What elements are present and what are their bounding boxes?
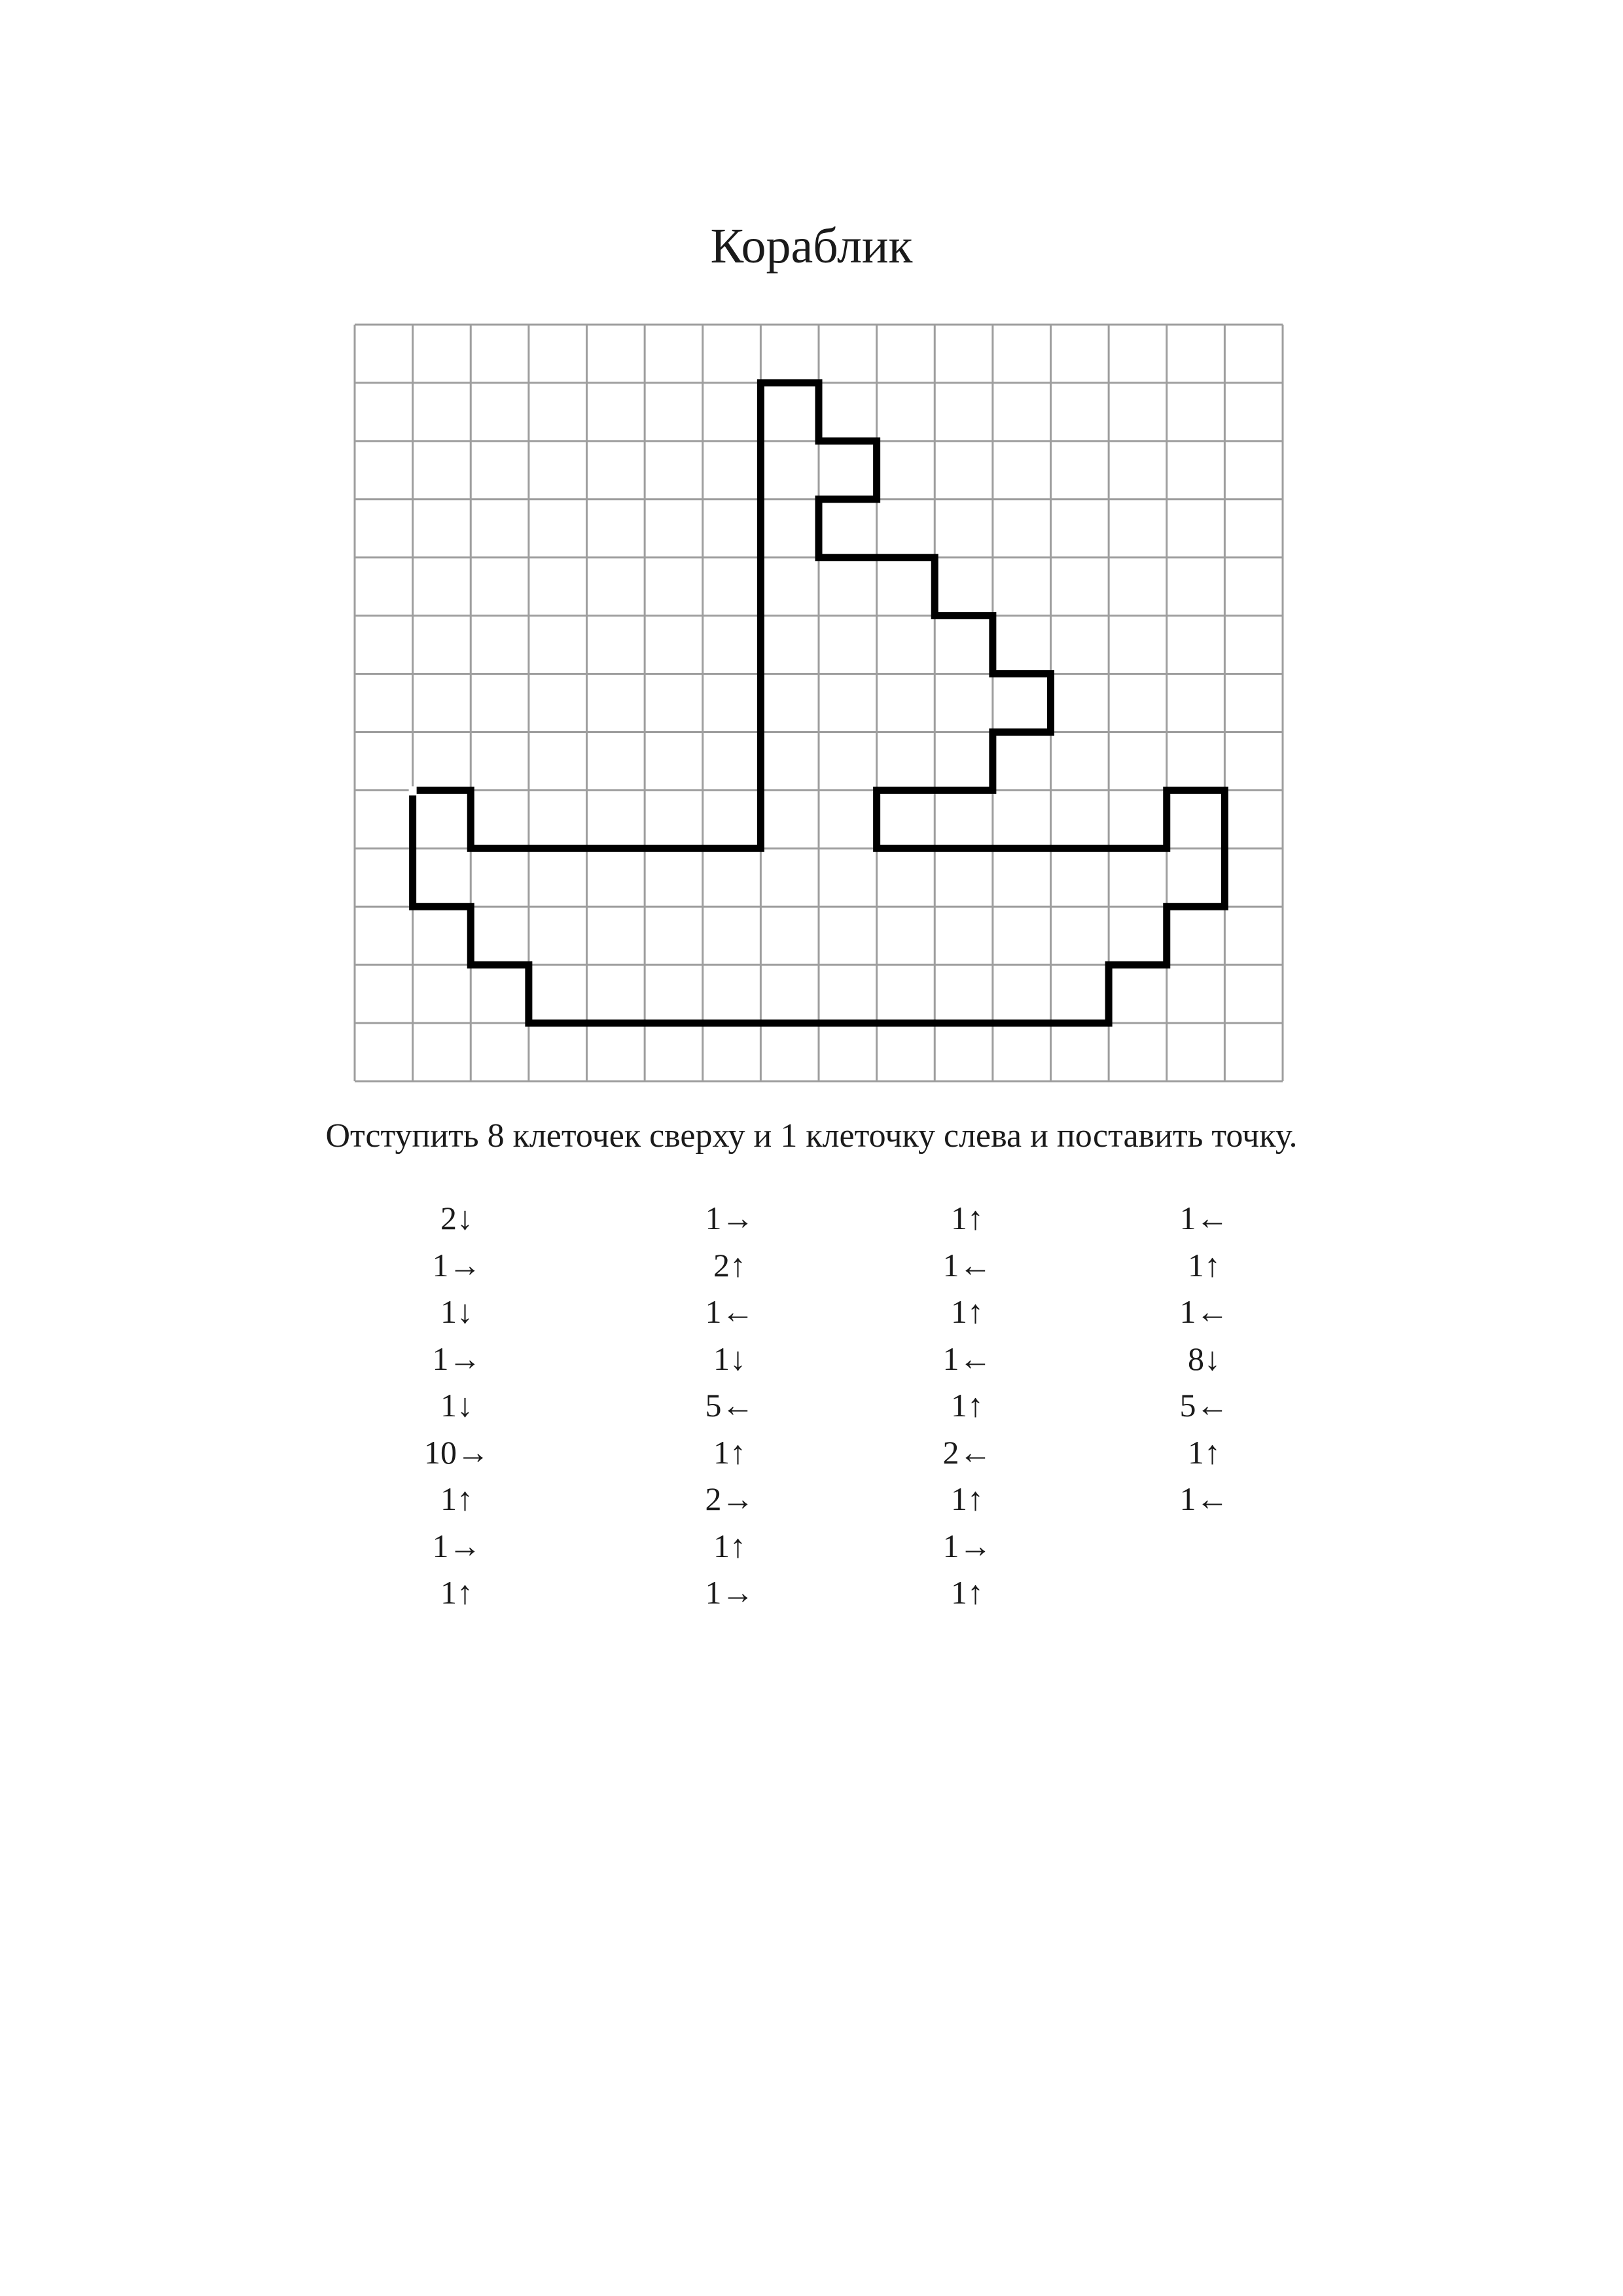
steps-column-3 [902, 1195, 1033, 1617]
step: 2→ [705, 1480, 755, 1517]
page-title: Кораблик [710, 219, 913, 274]
start-point-marker [409, 786, 417, 795]
step: 1→ [432, 1527, 482, 1564]
step: 1← [1179, 1293, 1229, 1330]
step: 1← [942, 1340, 992, 1377]
direction-steps [0, 1195, 1623, 1614]
step: 1← [705, 1293, 755, 1330]
step: 1← [1179, 1200, 1229, 1236]
step: 1↑ [713, 1433, 746, 1471]
step: 1↓ [440, 1387, 473, 1424]
step: 5← [1179, 1387, 1229, 1424]
step: 1↑ [440, 1480, 473, 1517]
step: 1→ [432, 1340, 482, 1377]
step: 1↓ [713, 1340, 746, 1377]
step: 1↑ [440, 1574, 473, 1611]
step: 2↑ [713, 1246, 746, 1283]
graph-paper-grid [355, 325, 1283, 1081]
step: 1→ [432, 1246, 482, 1283]
step: 1→ [705, 1574, 755, 1611]
grid-drawing [355, 325, 1283, 1081]
step: 1↑ [713, 1527, 746, 1564]
step: 10→ [424, 1433, 490, 1471]
step: 1↓ [440, 1293, 473, 1330]
step: 1↑ [951, 1574, 984, 1611]
step: 2↓ [440, 1200, 473, 1236]
step: 5← [705, 1387, 755, 1424]
step: 1→ [705, 1200, 755, 1236]
step: 8↓ [1188, 1340, 1221, 1377]
step: 1← [1179, 1480, 1229, 1517]
step: 1↑ [951, 1480, 984, 1517]
step: 1← [942, 1246, 992, 1283]
step: 1↑ [951, 1387, 984, 1424]
steps-column-2 [664, 1195, 795, 1617]
instruction-text: Отступить 8 клеточек сверху и 1 клеточку слева и поставить точку. [325, 1117, 1298, 1155]
step: 1↑ [951, 1293, 984, 1330]
step: 1↑ [1188, 1246, 1221, 1283]
step: 1↑ [1188, 1433, 1221, 1471]
step: 1→ [942, 1527, 992, 1564]
step: 2← [942, 1433, 992, 1471]
steps-column-1 [391, 1195, 522, 1617]
steps-column-4 [1139, 1195, 1270, 1523]
step: 1↑ [951, 1200, 984, 1236]
